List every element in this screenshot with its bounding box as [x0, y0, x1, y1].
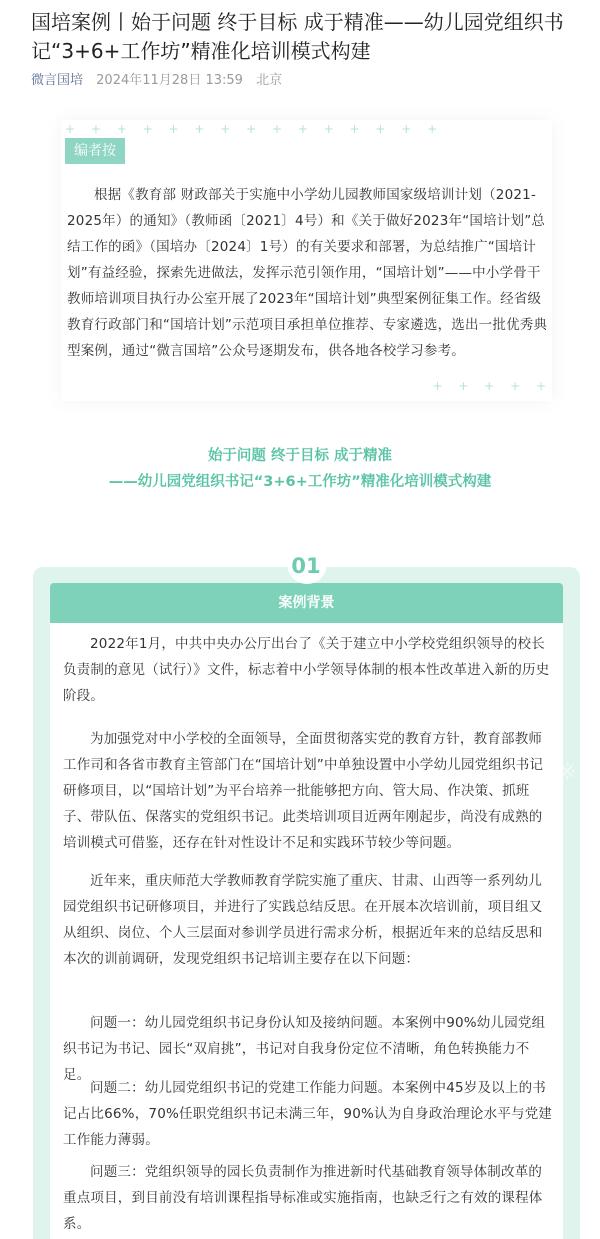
editor-note-box: [61, 120, 552, 401]
article-meta: [31, 69, 291, 88]
publish-location: 北京: [256, 73, 283, 88]
paragraph: 为加强党对中小学校的全面领导，全面贯彻落实党的教育方针，教育部教师工作司和各省市教育主管部门在“国培计划”中单独设置中小学幼儿园党组织书记研修项目，以“国培计划”为平台培养一批能够把方向、管大局、作决策、抓班子、带队伍、保落实的党组织书记。此类培训项目近两年刚起步，尚没有成熟的培训模式可借鉴，还存在针对性设计不足和实践环节较少等问题。: [63, 731, 544, 851]
editor-note-text: 根据《教育部 财政部关于实施中小学幼儿园教师国家级培训计划（2021-2025年）的通知》（教师函〔2021〕4号）和《关于做好2023年“国培计划”总结工作的函》（国培办〔2024〕1号）的有关要求和部署，为总结推广“国培计划”有益经验，探索先进做法，发挥示范引领作用，“国培计划”——中小学骨干教师培训项目执行办公室开展了2023年“国培计划”典型案例征集工作。经省级教育行政部门和“国培计划”示范项目承担单位推荐、专家遴选，选出一批优秀典型案例，通过“微言国培”公众号逐期发布，供各地各校学习参考。: [67, 187, 548, 359]
section-title-banner: 案例背景: [50, 583, 563, 623]
watermark-decoration-icon: ※: [558, 760, 577, 785]
paragraph: 问题一：幼儿园党组织书记身份认知及接纳问题。本案例中90%幼儿园党组织书记为书记、园长“双肩挑”，书记对自我身份定位不清晰，角色转换能力不足。: [63, 1015, 546, 1083]
paragraph: 问题二：幼儿园党组织书记的党建工作能力问题。本案例中45岁及以上的书记占比66%，70%任职党组织书记未满三年，90%认为自身政治理论水平与党建工作能力薄弱。: [63, 1080, 553, 1148]
subtitle-line-1: 始于问题 终于目标 成于精准: [207, 448, 393, 464]
article-title: 国培案例丨始于问题 终于目标 成于精准——幼儿园党组织书记“3+6+工作坊”精准化培训模式构建: [31, 10, 564, 63]
section-number: 01: [291, 554, 321, 578]
editor-note-label: 编者按: [65, 138, 125, 164]
subtitle-line-2: ——幼儿园党组织书记“3+6+工作坊”精准化培训模式构建: [108, 474, 492, 490]
paragraph: 2022年1月，中共中央办公厅出台了《关于建立中小学校党组织领导的校长负责制的意见（试行）》文件，标志着中小学领导体制的根本性改革进入新的历史阶段。: [63, 636, 550, 704]
plus-decoration-bottom: + + + + +: [432, 379, 552, 393]
publish-datetime: 2024年11月28日 13:59: [96, 73, 243, 88]
author-link[interactable]: 微言国培: [31, 73, 84, 88]
paragraph: 近年来，重庆师范大学教师教育学院实施了重庆、甘肃、山西等一系列幼儿园党组织书记研修项目，并进行了实践总结反思。在开展本次培训前，项目组又从组织、岗位、个人三层面对参训学员进行需求分析，根据近年来的总结反思和本次的训前调研，发现党组织书记培训主要存在以下问题：: [63, 873, 543, 967]
paragraph: 问题三：党组织领导的园长负责制作为推进新时代基础教育领导体制改革的重点项目，到目前没有培训课程指导标准或实施指南，也缺乏行之有效的课程体系。: [63, 1164, 543, 1232]
plus-decoration-top: + + + + + + + + + + + + + + +: [65, 122, 444, 136]
